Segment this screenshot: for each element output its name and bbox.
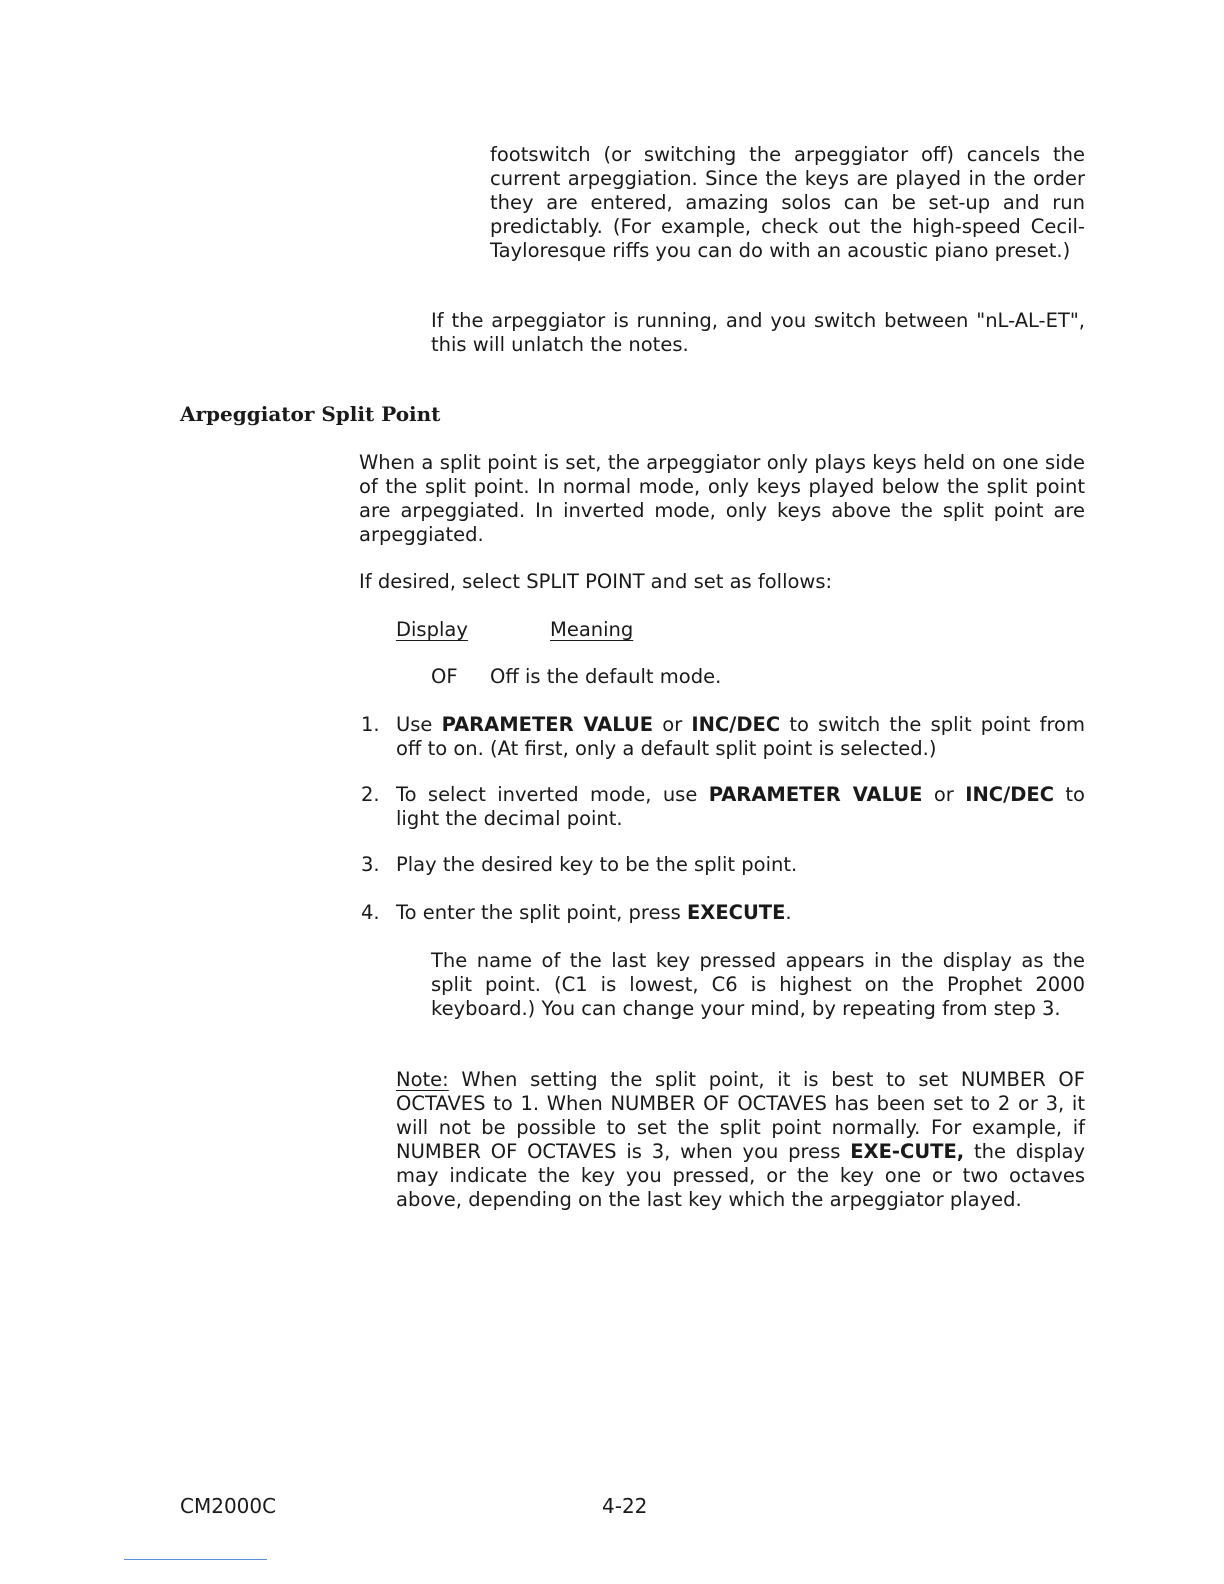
step-4-text: To enter the split point, press EXECUTE. bbox=[396, 901, 792, 924]
note-label: Note: bbox=[396, 1068, 449, 1091]
table-cell-meaning: Off is the default mode. bbox=[490, 665, 722, 688]
unlatch-paragraph: If the arpeggiator is running, and you switch between "nL-AL-ET", this will unlatch the notes. bbox=[431, 309, 1085, 356]
table-header-meaning: Meaning bbox=[550, 618, 634, 641]
note-paragraph: Note: When setting the split point, it is best to set NUMBER OF OCTAVES to 1. When NUMBER OF OCTAVES has been set to 2 or 3, it will not be possible to set the split point normally. For example, if NUMBER OF OCTAVES is 3, when you press EXE-CUTE, the display may indicate the key you pressed, or the key one or two octaves above, depending on the last key which the arpeggiator played. bbox=[396, 1068, 1085, 1211]
step-1-text: Use PARAMETER VALUE or INC/DEC to switch the split point from off to on. (At first, only a default split point is selected.) bbox=[396, 713, 1085, 760]
page-edge-divider bbox=[124, 1559, 267, 1560]
footer-page-number: 4-22 bbox=[602, 1494, 648, 1518]
footer-doc-code: CM2000C bbox=[180, 1494, 277, 1518]
step-2-number: 2. bbox=[361, 783, 380, 806]
section-heading: Arpeggiator Split Point bbox=[180, 402, 441, 426]
key-name-paragraph: The name of the last key pressed appears in the display as the split point. (C1 is lowest, C6 is highest on the Prophet 2000 keyboard.) You can change your mind, by repeating from step 3. bbox=[431, 949, 1085, 1020]
split-point-description: When a split point is set, the arpeggiator only plays keys held on one side of the split point. In normal mode, only keys played below the split point are arpeggiated. In inverted mode, only keys above the split point are arpeggiated. bbox=[359, 451, 1085, 546]
step-2-text: To select inverted mode, use PARAMETER VALUE or INC/DEC to light the decimal point. bbox=[396, 783, 1085, 830]
continued-paragraph: footswitch (or switching the arpeggiator off) cancels the current arpeggiation. Since the keys are played in the order they are entered, amazing solos can be set-up and run predictably. (For example, check out the high-speed Cecil-Tayloresque riffs you can do with an acoustic piano preset.) bbox=[490, 143, 1085, 262]
step-4-number: 4. bbox=[361, 901, 380, 924]
table-cell-display: OF bbox=[431, 665, 458, 688]
split-point-instruction: If desired, select SPLIT POINT and set as follows: bbox=[359, 570, 833, 593]
step-3-text: Play the desired key to be the split point. bbox=[396, 853, 798, 876]
step-3-number: 3. bbox=[361, 853, 380, 876]
table-header-display: Display bbox=[396, 618, 468, 641]
step-1-number: 1. bbox=[361, 713, 380, 736]
